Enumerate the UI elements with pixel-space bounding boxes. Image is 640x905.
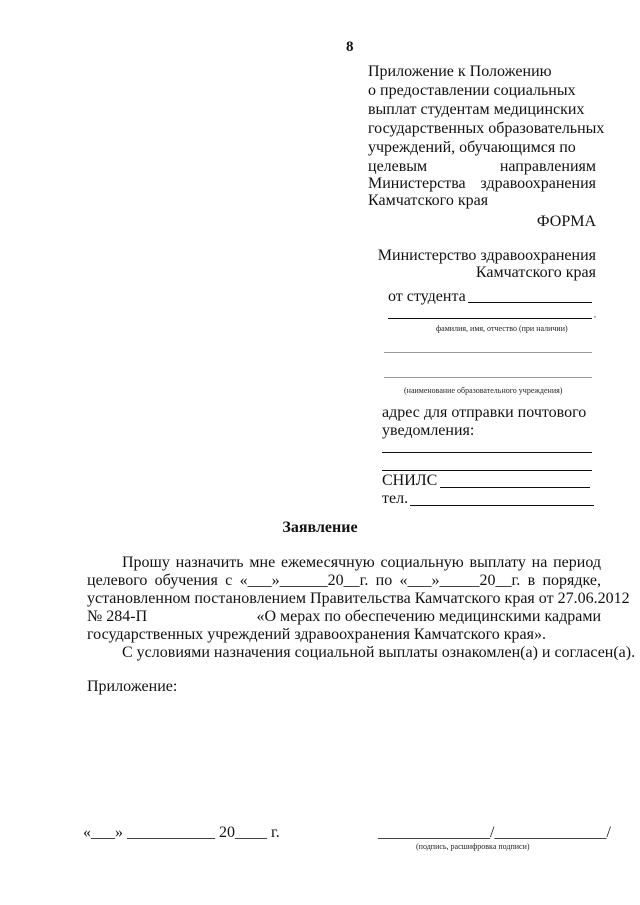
student-name-line[interactable] <box>468 302 592 303</box>
phone-line[interactable] <box>410 505 594 506</box>
phone-label: тел. <box>382 490 409 507</box>
form-label: ФОРМА <box>536 213 596 230</box>
addressee-line-2: Камчатского края <box>475 264 596 281</box>
address-line-1[interactable] <box>382 452 592 453</box>
appendix-line-6-left: целевым <box>368 158 428 175</box>
address-label-1: адрес для отправки почтового <box>382 404 587 421</box>
institution-line-1[interactable] <box>384 352 592 353</box>
date-field[interactable]: «___» ___________ 20____ г. <box>83 824 280 841</box>
document-title: Заявление <box>282 519 358 536</box>
signature-caption: (подпись, расшифровка подписи) <box>416 842 530 851</box>
body-line-2: целевого обучения с «___»______20__г. по «___»_____20__г. в порядке, <box>87 572 601 589</box>
institution-caption: (наименование образовательного учреждения) <box>404 386 563 395</box>
body-line-4-left: № 284-П <box>87 608 148 625</box>
appendix-line-4: государственных образовательных <box>368 120 605 137</box>
appendix-line-7-left: Министерства <box>368 175 466 192</box>
appendix-line-5: учреждений, обучающимся по <box>368 139 576 156</box>
appendix-line-7-right: здравоохранения <box>480 175 596 192</box>
signature-field[interactable]: ______________/______________/ <box>378 824 611 841</box>
comma: , <box>594 310 596 319</box>
address-label-2: уведомления: <box>382 422 475 439</box>
appendix-line-6-right: направлениям <box>499 158 596 175</box>
body-line-6: С условиями назначения социальной выплаты ознакомлен(а) и согласен(а). <box>122 644 636 661</box>
student-name-line-2[interactable] <box>388 318 592 319</box>
appendix-line-8: Камчатского края <box>368 192 489 209</box>
fio-caption: фамилия, имя, отчество (при наличии) <box>436 324 568 333</box>
body-line-3: установленном постановлением Правительства Камчатского края от 27.06.2012 <box>87 590 630 607</box>
body-line-5: государственных учреждений здравоохранения Камчатского края». <box>87 626 546 643</box>
appendix-line-1: Приложение к Положению <box>368 63 552 80</box>
body-line-1: Прошу назначить мне ежемесячную социальную выплату на период <box>122 554 601 571</box>
attachment-label: Приложение: <box>87 678 178 695</box>
addressee-line-1: Министерство здравоохранения <box>377 247 596 264</box>
body-line-4-right: «О мерах по обеспечению медицинскими кадрами <box>256 608 601 625</box>
snils-label: СНИЛС <box>382 472 438 489</box>
institution-line-2[interactable] <box>384 377 592 378</box>
from-student-label: от студента <box>388 288 466 305</box>
snils-line[interactable] <box>440 487 590 488</box>
appendix-line-3: выплат студентам медицинских <box>368 101 585 118</box>
page-number: 8 <box>346 39 354 55</box>
appendix-line-2: о предоставлении социальных <box>368 82 576 99</box>
